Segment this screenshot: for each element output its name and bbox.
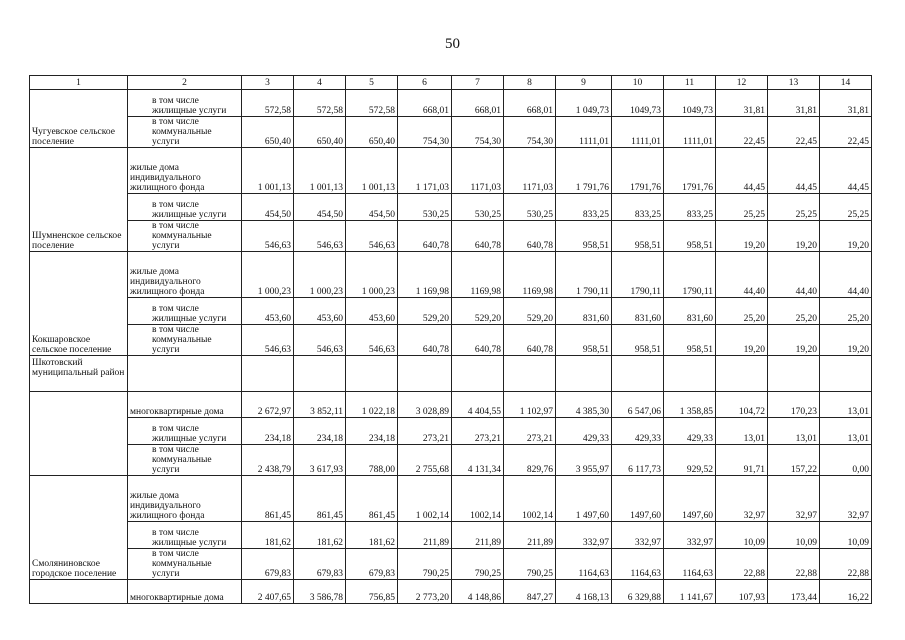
value-cell: 25,25 (716, 194, 768, 221)
value-cell: 211,89 (398, 522, 452, 549)
category-label: жилые дома индивидуального жилищного фонда (128, 252, 242, 298)
column-header: 10 (612, 76, 664, 90)
value-cell: 453,60 (242, 298, 294, 325)
settlement-name (30, 580, 128, 604)
value-cell: 1791,76 (664, 148, 716, 194)
value-cell (612, 356, 664, 392)
category-label: в том числе коммунальные услуги (128, 445, 242, 476)
value-cell: 6 547,06 (612, 392, 664, 418)
value-cell: 640,78 (452, 325, 504, 356)
value-cell (398, 356, 452, 392)
value-cell: 2 672,97 (242, 392, 294, 418)
value-cell: 2 438,79 (242, 445, 294, 476)
value-cell: 958,51 (664, 221, 716, 252)
value-cell: 3 955,97 (556, 445, 612, 476)
value-cell (664, 356, 716, 392)
value-cell: 1049,73 (664, 90, 716, 117)
category-label: в том числе коммунальные услуги (128, 549, 242, 580)
value-cell: 529,20 (504, 298, 556, 325)
value-cell: 1790,11 (664, 252, 716, 298)
table-row (30, 298, 872, 325)
value-cell: 847,27 (504, 580, 556, 604)
value-cell: 833,25 (556, 194, 612, 221)
column-header: 12 (716, 76, 768, 90)
settlement-name: Смоляниновское городское поселение (30, 476, 128, 580)
value-cell: 1 791,76 (556, 148, 612, 194)
value-cell: 3 586,78 (294, 580, 346, 604)
value-cell: 1 000,23 (242, 252, 294, 298)
value-cell: 1 000,23 (294, 252, 346, 298)
category-label: жилые дома индивидуального жилищного фонда (128, 476, 242, 522)
value-cell: 1164,63 (556, 549, 612, 580)
value-cell: 1497,60 (612, 476, 664, 522)
value-cell: 530,25 (452, 194, 504, 221)
value-cell: 1 171,03 (398, 148, 452, 194)
value-cell: 754,30 (452, 117, 504, 148)
value-cell: 1 000,23 (346, 252, 398, 298)
value-cell: 32,97 (768, 476, 820, 522)
value-cell (294, 356, 346, 392)
value-cell: 211,89 (452, 522, 504, 549)
value-cell: 546,63 (242, 325, 294, 356)
page-number: 50 (445, 36, 460, 52)
value-cell: 10,09 (820, 522, 872, 549)
value-cell: 273,21 (504, 418, 556, 445)
value-cell: 13,01 (820, 418, 872, 445)
value-cell: 1 001,13 (242, 148, 294, 194)
value-cell: 25,25 (820, 194, 872, 221)
value-cell: 1 001,13 (294, 148, 346, 194)
value-cell: 10,09 (716, 522, 768, 549)
column-header: 2 (128, 76, 242, 90)
value-cell: 1111,01 (664, 117, 716, 148)
table-row (30, 148, 872, 194)
value-cell: 91,71 (716, 445, 768, 476)
value-cell (556, 356, 612, 392)
value-cell: 19,20 (716, 221, 768, 252)
value-cell: 668,01 (504, 90, 556, 117)
value-cell: 234,18 (242, 418, 294, 445)
value-cell: 572,58 (242, 90, 294, 117)
value-cell: 546,63 (242, 221, 294, 252)
value-cell: 6 117,73 (612, 445, 664, 476)
value-cell (768, 356, 820, 392)
table-body (30, 76, 872, 604)
value-cell: 1 002,14 (398, 476, 452, 522)
value-cell: 211,89 (504, 522, 556, 549)
value-cell: 861,45 (242, 476, 294, 522)
value-cell: 6 329,88 (612, 580, 664, 604)
value-cell: 640,78 (504, 221, 556, 252)
value-cell: 22,45 (768, 117, 820, 148)
value-cell: 2 755,68 (398, 445, 452, 476)
value-cell: 958,51 (556, 221, 612, 252)
settlement-name: Шкотовский муниципальный район (30, 356, 128, 392)
value-cell: 640,78 (398, 325, 452, 356)
value-cell: 453,60 (346, 298, 398, 325)
value-cell: 546,63 (346, 325, 398, 356)
category-label: в том числе жилищные услуги (128, 418, 242, 445)
value-cell: 1002,14 (452, 476, 504, 522)
value-cell: 790,25 (504, 549, 556, 580)
value-cell: 546,63 (294, 325, 346, 356)
value-cell: 1169,98 (452, 252, 504, 298)
value-cell: 668,01 (452, 90, 504, 117)
value-cell: 234,18 (294, 418, 346, 445)
value-cell: 788,00 (346, 445, 398, 476)
value-cell (504, 356, 556, 392)
value-cell: 107,93 (716, 580, 768, 604)
table-row (30, 252, 872, 298)
value-cell: 22,88 (768, 549, 820, 580)
value-cell: 32,97 (820, 476, 872, 522)
value-cell: 181,62 (294, 522, 346, 549)
value-cell: 16,22 (820, 580, 872, 604)
value-cell: 861,45 (346, 476, 398, 522)
value-cell: 1790,11 (612, 252, 664, 298)
table-row (30, 445, 872, 476)
value-cell: 1 022,18 (346, 392, 398, 418)
value-cell: 1 790,11 (556, 252, 612, 298)
category-label (128, 356, 242, 392)
column-header: 9 (556, 76, 612, 90)
value-cell: 1049,73 (612, 90, 664, 117)
value-cell: 0,00 (820, 445, 872, 476)
value-cell: 530,25 (504, 194, 556, 221)
value-cell: 19,20 (768, 221, 820, 252)
value-cell: 13,01 (716, 418, 768, 445)
column-header: 6 (398, 76, 452, 90)
value-cell: 833,25 (664, 194, 716, 221)
value-cell: 44,45 (820, 148, 872, 194)
value-cell: 234,18 (346, 418, 398, 445)
value-cell: 530,25 (398, 194, 452, 221)
value-cell: 181,62 (346, 522, 398, 549)
table-row (30, 580, 872, 604)
value-cell: 332,97 (612, 522, 664, 549)
value-cell: 44,40 (716, 252, 768, 298)
value-cell: 833,25 (612, 194, 664, 221)
value-cell: 640,78 (398, 221, 452, 252)
column-header: 3 (242, 76, 294, 90)
value-cell: 1 102,97 (504, 392, 556, 418)
value-cell: 429,33 (556, 418, 612, 445)
settlement-name: Кокшаровское сельское поселение (30, 252, 128, 356)
value-cell: 4 131,34 (452, 445, 504, 476)
value-cell: 1 049,73 (556, 90, 612, 117)
value-cell: 25,20 (768, 298, 820, 325)
value-cell: 454,50 (346, 194, 398, 221)
value-cell: 1171,03 (504, 148, 556, 194)
column-header-row (30, 76, 872, 90)
value-cell: 829,76 (504, 445, 556, 476)
value-cell: 1164,63 (612, 549, 664, 580)
value-cell (452, 356, 504, 392)
value-cell: 13,01 (820, 392, 872, 418)
value-cell: 157,22 (768, 445, 820, 476)
value-cell: 1164,63 (664, 549, 716, 580)
value-cell: 454,50 (294, 194, 346, 221)
table-row (30, 522, 872, 549)
value-cell: 332,97 (556, 522, 612, 549)
value-cell: 958,51 (612, 325, 664, 356)
value-cell: 44,40 (768, 252, 820, 298)
value-cell: 650,40 (242, 117, 294, 148)
table-row (30, 194, 872, 221)
value-cell: 529,20 (452, 298, 504, 325)
value-cell: 173,44 (768, 580, 820, 604)
value-cell: 332,97 (664, 522, 716, 549)
value-cell: 22,45 (820, 117, 872, 148)
value-cell (716, 356, 768, 392)
value-cell: 4 168,13 (556, 580, 612, 604)
value-cell: 31,81 (716, 90, 768, 117)
table-row (30, 117, 872, 148)
value-cell: 958,51 (556, 325, 612, 356)
value-cell: 31,81 (768, 90, 820, 117)
value-cell: 1111,01 (612, 117, 664, 148)
value-cell: 756,85 (346, 580, 398, 604)
value-cell: 831,60 (556, 298, 612, 325)
category-label: многоквартирные дома (128, 580, 242, 604)
settlement-name (30, 392, 128, 476)
category-label: в том числе жилищные услуги (128, 298, 242, 325)
value-cell: 650,40 (346, 117, 398, 148)
value-cell: 44,40 (820, 252, 872, 298)
table-row (30, 392, 872, 418)
tariff-table (29, 75, 872, 604)
value-cell: 790,25 (452, 549, 504, 580)
value-cell: 1791,76 (612, 148, 664, 194)
column-header: 14 (820, 76, 872, 90)
value-cell: 19,20 (716, 325, 768, 356)
value-cell: 22,45 (716, 117, 768, 148)
value-cell: 429,33 (664, 418, 716, 445)
value-cell: 19,20 (820, 325, 872, 356)
column-header: 4 (294, 76, 346, 90)
value-cell: 831,60 (664, 298, 716, 325)
value-cell: 1002,14 (504, 476, 556, 522)
category-label: в том числе жилищные услуги (128, 90, 242, 117)
value-cell: 546,63 (294, 221, 346, 252)
value-cell: 668,01 (398, 90, 452, 117)
value-cell: 1171,03 (452, 148, 504, 194)
settlement-name: Шумненское сельское поселение (30, 148, 128, 252)
value-cell: 790,25 (398, 549, 452, 580)
category-label: многоквартирные дома (128, 392, 242, 418)
value-cell: 650,40 (294, 117, 346, 148)
value-cell: 25,25 (768, 194, 820, 221)
value-cell: 19,20 (820, 221, 872, 252)
table-row (30, 90, 872, 117)
column-header: 11 (664, 76, 716, 90)
table-row (30, 221, 872, 252)
value-cell: 25,20 (716, 298, 768, 325)
category-label: в том числе коммунальные услуги (128, 117, 242, 148)
value-cell: 10,09 (768, 522, 820, 549)
column-header: 7 (452, 76, 504, 90)
value-cell: 529,20 (398, 298, 452, 325)
value-cell: 429,33 (612, 418, 664, 445)
value-cell: 1 169,98 (398, 252, 452, 298)
value-cell: 453,60 (294, 298, 346, 325)
value-cell: 25,20 (820, 298, 872, 325)
settlement-name: Чугуевское сельское поселение (30, 90, 128, 148)
value-cell: 13,01 (768, 418, 820, 445)
value-cell: 754,30 (504, 117, 556, 148)
value-cell: 1169,98 (504, 252, 556, 298)
value-cell: 640,78 (452, 221, 504, 252)
value-cell: 44,45 (716, 148, 768, 194)
value-cell: 3 852,11 (294, 392, 346, 418)
table-row (30, 549, 872, 580)
value-cell: 44,45 (768, 148, 820, 194)
column-header: 1 (30, 76, 128, 90)
value-cell: 2 773,20 (398, 580, 452, 604)
value-cell: 22,88 (716, 549, 768, 580)
value-cell: 104,72 (716, 392, 768, 418)
category-label: в том числе жилищные услуги (128, 522, 242, 549)
value-cell: 546,63 (346, 221, 398, 252)
value-cell: 1 141,67 (664, 580, 716, 604)
value-cell (346, 356, 398, 392)
column-header: 8 (504, 76, 556, 90)
value-cell: 19,20 (768, 325, 820, 356)
value-cell: 3 028,89 (398, 392, 452, 418)
value-cell: 861,45 (294, 476, 346, 522)
value-cell: 2 407,65 (242, 580, 294, 604)
value-cell: 572,58 (346, 90, 398, 117)
category-label: в том числе коммунальные услуги (128, 325, 242, 356)
value-cell: 958,51 (664, 325, 716, 356)
value-cell: 273,21 (452, 418, 504, 445)
value-cell: 1 001,13 (346, 148, 398, 194)
value-cell: 32,97 (716, 476, 768, 522)
value-cell: 4 385,30 (556, 392, 612, 418)
category-label: в том числе коммунальные услуги (128, 221, 242, 252)
value-cell: 679,83 (294, 549, 346, 580)
value-cell: 4 404,55 (452, 392, 504, 418)
category-label: жилые дома индивидуального жилищного фонда (128, 148, 242, 194)
value-cell: 958,51 (612, 221, 664, 252)
column-header: 5 (346, 76, 398, 90)
value-cell: 3 617,93 (294, 445, 346, 476)
table-row (30, 476, 872, 522)
value-cell: 454,50 (242, 194, 294, 221)
value-cell: 1 358,85 (664, 392, 716, 418)
value-cell: 679,83 (242, 549, 294, 580)
table-row (30, 356, 872, 392)
value-cell: 273,21 (398, 418, 452, 445)
value-cell: 1497,60 (664, 476, 716, 522)
column-header: 13 (768, 76, 820, 90)
table-row (30, 325, 872, 356)
value-cell: 679,83 (346, 549, 398, 580)
value-cell: 31,81 (820, 90, 872, 117)
value-cell: 929,52 (664, 445, 716, 476)
value-cell (820, 356, 872, 392)
table-row (30, 418, 872, 445)
category-label: в том числе жилищные услуги (128, 194, 242, 221)
value-cell: 1 497,60 (556, 476, 612, 522)
value-cell: 1111,01 (556, 117, 612, 148)
value-cell: 170,23 (768, 392, 820, 418)
value-cell (242, 356, 294, 392)
value-cell: 831,60 (612, 298, 664, 325)
value-cell: 22,88 (820, 549, 872, 580)
value-cell: 640,78 (504, 325, 556, 356)
value-cell: 572,58 (294, 90, 346, 117)
value-cell: 4 148,86 (452, 580, 504, 604)
value-cell: 754,30 (398, 117, 452, 148)
value-cell: 181,62 (242, 522, 294, 549)
